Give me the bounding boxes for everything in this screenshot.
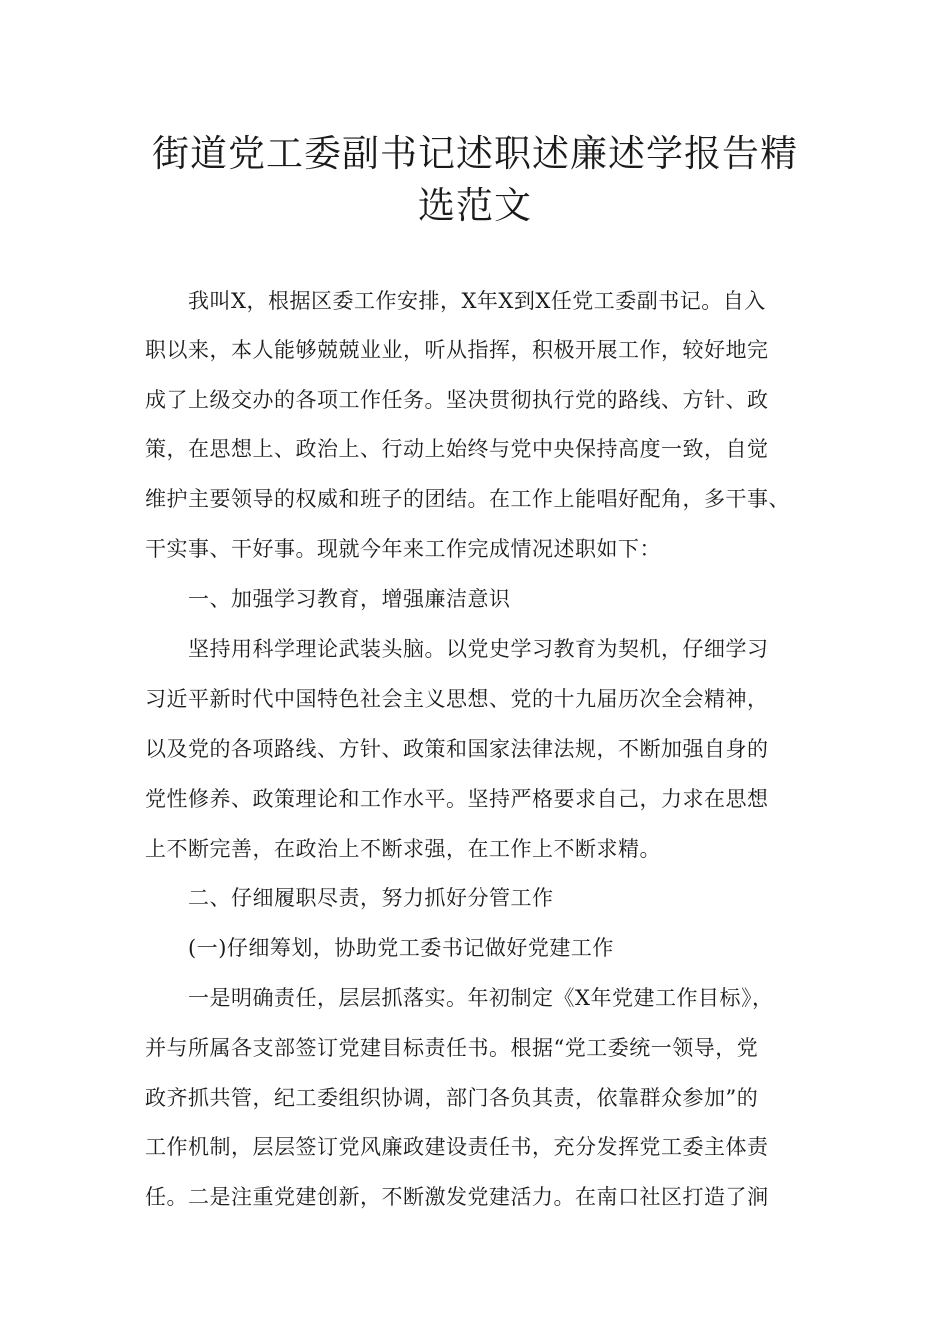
body-line: 党性修养、政策理论和工作水平。坚持严格要求自己，力求在思想 — [145, 787, 769, 811]
body-line: 我叫X，根据区委工作安排，X年X到X任党工委副书记。自入 — [188, 289, 766, 313]
body-line: 维护主要领导的权威和班子的团结。在工作上能唱好配角，多干事、 — [145, 487, 790, 511]
body-line: 并与所属各支部签订党建目标责任书。根据“党工委统一领导，党 — [145, 1036, 759, 1060]
body-line: 职以来，本人能够兢兢业业，听从指挥，积极开展工作，较好地完 — [145, 338, 769, 362]
document-title-line-2: 选范文 — [418, 184, 532, 227]
body-line: 坚持用科学理论武装头脑。以党史学习教育为契机，仔细学习 — [188, 637, 769, 661]
body-line: 任。二是注重党建创新，不断激发党建活力。在南口社区打造了涧 — [145, 1185, 769, 1209]
body-line: 成了上级交办的各项工作任务。坚决贯彻执行党的路线、方针、政 — [145, 388, 769, 412]
body-line: 以及党的各项路线、方针、政策和国家法律法规，不断加强自身的 — [145, 737, 769, 761]
body-line: 上不断完善，在政治上不断求强，在工作上不断求精。 — [145, 837, 661, 861]
body-line: 习近平新时代中国特色社会主义思想、党的十九届历次全会精神， — [145, 687, 769, 711]
subsection-heading: (一)仔细筹划，协助党工委书记做好党建工作 — [188, 936, 614, 960]
section-heading: 一、加强学习教育，增强廉洁意识 — [188, 587, 511, 611]
body-line: 干实事、干好事。现就今年来工作完成情况述职如下： — [145, 537, 661, 561]
body-line: 政齐抓共管，纪工委组织协调，部门各负其责，依靠群众参加”的 — [145, 1086, 759, 1110]
body-line: 工作机制，层层签订党风廉政建设责任书，充分发挥党工委主体责 — [145, 1135, 769, 1159]
section-heading: 二、仔细履职尽责，努力抓好分管工作 — [188, 886, 554, 910]
body-line: 一是明确责任，层层抓落实。年初制定《X年党建工作目标》， — [188, 986, 774, 1010]
body-line: 策，在思想上、政治上、行动上始终与党中央保持高度一致，自觉 — [145, 437, 769, 461]
document-title-line-1: 街道党工委副书记述职述廉述学报告精 — [152, 132, 798, 175]
